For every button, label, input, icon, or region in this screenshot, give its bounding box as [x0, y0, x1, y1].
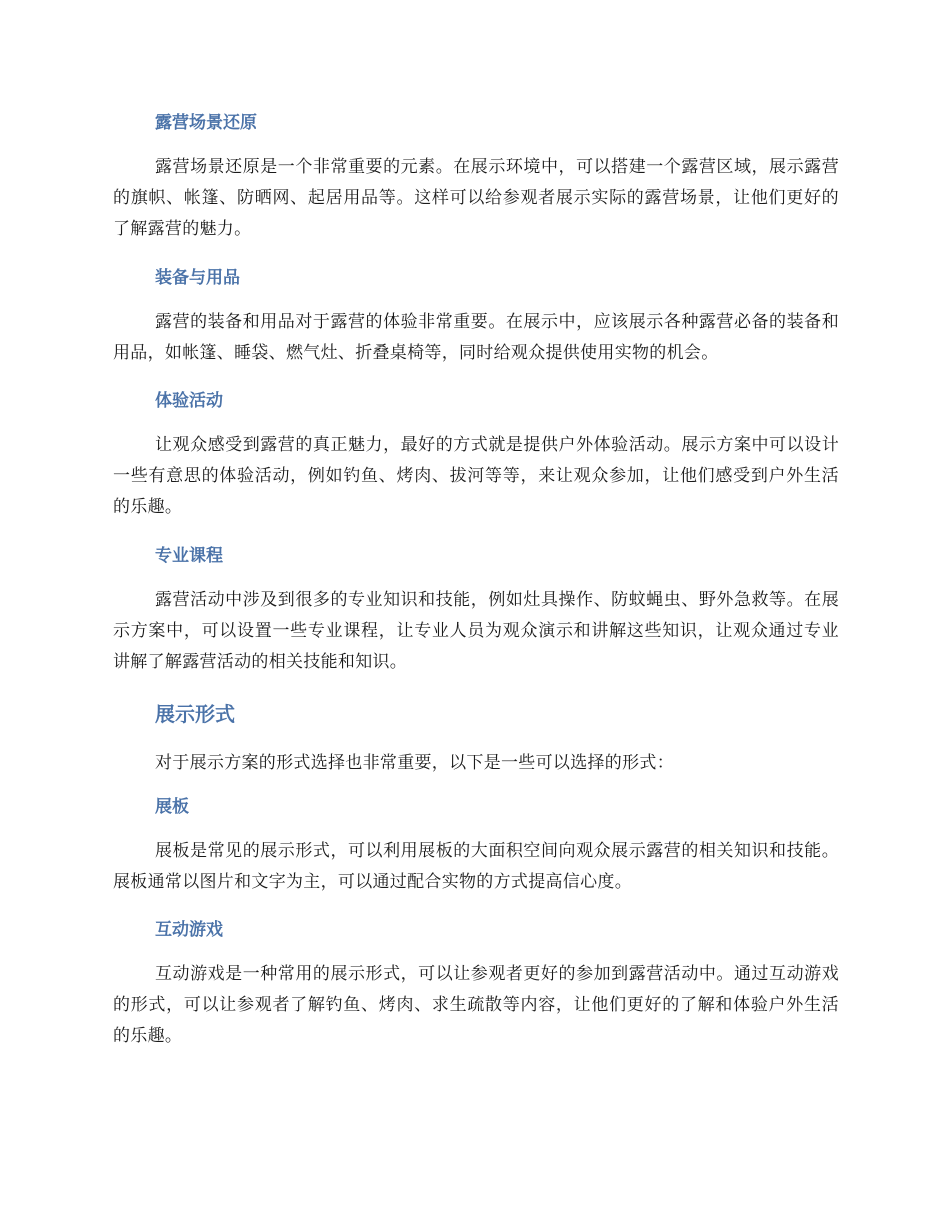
subsection-body: 互动游戏是一种常用的展示形式，可以让参观者更好的参加到露营活动中。通过互动游戏的形式，可以让参观者了解钓鱼、烤肉、求生疏散等内容，让他们更好的了解和体验户外生活的乐趣。: [113, 964, 839, 1046]
section-heading: 露营场景还原: [155, 113, 257, 133]
section-heading: 装备与用品: [155, 268, 240, 288]
section-heading: 体验活动: [155, 391, 223, 411]
major-heading: 展示形式: [155, 702, 235, 726]
section-body: 露营的装备和用品对于露营的体验非常重要。在展示中，应该展示各种露营必备的装备和用品，如帐篷、睡袋、燃气灶、折叠桌椅等，同时给观众提供使用实物的机会。: [113, 312, 839, 363]
subsection-games: [113, 918, 839, 1052]
subsection-body: 展板是常见的展示形式，可以利用展板的大面积空间向观众展示露营的相关知识和技能。展板通常以图片和文字为主，可以通过配合实物的方式提高信心度。: [113, 841, 839, 892]
subsection-heading: 互动游戏: [155, 920, 223, 940]
major-intro: 对于展示方案的形式选择也非常重要，以下是一些可以选择的形式：: [155, 753, 674, 773]
section-heading: 专业课程: [155, 546, 223, 566]
section-body: 让观众感受到露营的真正魅力，最好的方式就是提供户外体验活动。展示方案中可以设计一些有意思的体验活动，例如钓鱼、烤肉、拔河等等，来让观众参加，让他们感受到户外生活的乐趣。: [113, 435, 839, 517]
section-body: 露营活动中涉及到很多的专业知识和技能，例如灶具操作、防蚊蝇虫、野外急救等。在展示方案中，可以设置一些专业课程，让专业人员为观众演示和讲解这些知识，让观众通过专业讲解了解露营活动的相关技能和知识。: [113, 590, 839, 672]
section-camp-scene: [113, 111, 839, 245]
subsection-heading: 展板: [155, 797, 189, 817]
section-equipment: [113, 266, 839, 369]
subsection-boards: [113, 795, 839, 898]
section-body: 露营场景还原是一个非常重要的元素。在展示环境中，可以搭建一个露营区域，展示露营的旗帜、帐篷、防晒网、起居用品等。这样可以给参观者展示实际的露营场景，让他们更好的了解露营的魅力。: [113, 157, 839, 239]
section-display-forms: [113, 700, 839, 779]
section-courses: [113, 544, 839, 678]
section-activities: [113, 389, 839, 523]
